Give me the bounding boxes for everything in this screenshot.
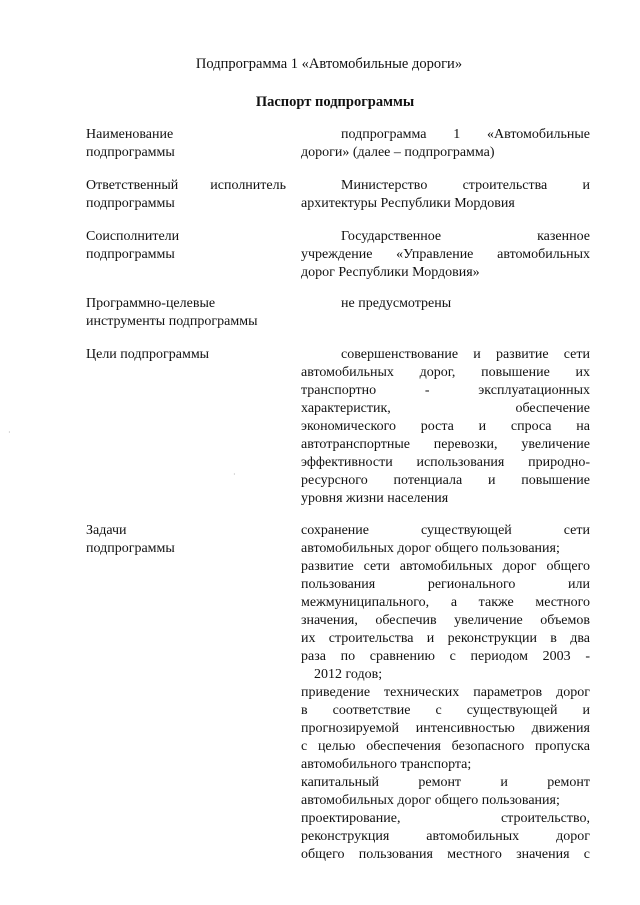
value-line: совершенствование и развитие сети <box>341 347 590 362</box>
label-line: подпрограммы <box>86 145 175 160</box>
label-line: Ответственный исполнитель <box>86 178 286 193</box>
value-line: не предусмотрены <box>341 296 452 311</box>
value-line: с целью обеспечения безопасного пропуска <box>301 739 590 754</box>
row-tasks-label <box>86 522 286 558</box>
label-line: Соисполнители <box>86 229 180 244</box>
value-line: Министерство строительства и <box>341 178 590 193</box>
row-tasks-value <box>301 522 590 864</box>
row-coexecutors-label <box>86 228 286 264</box>
value-line: автомобильного транспорта; <box>301 757 472 772</box>
value-line: дорог Республики Мордовия» <box>301 265 480 280</box>
value-line: проектирование, строительство, <box>301 811 590 826</box>
label-line: Цели подпрограммы <box>86 347 210 362</box>
value-line: пользования регионального или <box>301 577 590 592</box>
value-line: ресурсного потенциала и повышение <box>301 473 590 488</box>
row-goals-label <box>86 346 286 364</box>
value-line: характеристик, обеспечение <box>301 401 590 416</box>
row-name-value <box>301 126 590 162</box>
label-line: подпрограммы <box>86 541 175 556</box>
value-line: архитектуры Республики Мордовия <box>301 196 515 211</box>
value-line: раза по сравнению с периодом 2003 - <box>301 649 590 664</box>
label-line: Задачи <box>86 523 127 538</box>
row-instruments-value <box>301 295 590 313</box>
value-line: реконструкция автомобильных дорог <box>301 829 590 844</box>
value-line: автомобильных дорог общего пользования; <box>301 793 560 808</box>
value-line: 2012 годов; <box>314 667 383 682</box>
scan-speck: · <box>233 470 236 479</box>
label-line: Наименование <box>86 127 174 142</box>
row-instruments-label <box>86 295 286 331</box>
label-line: Программно-целевые <box>86 296 216 311</box>
value-line: учреждение «Управление автомобильных <box>301 247 590 262</box>
value-line: уровня жизни населения <box>301 491 449 506</box>
row-goals-value <box>301 346 590 508</box>
row-name-label <box>86 126 286 162</box>
value-line: сохранение существующей сети <box>301 523 590 538</box>
label-line: инструменты подпрограммы <box>86 314 258 329</box>
label-line: подпрограммы <box>86 247 175 262</box>
passport-heading: Паспорт подпрограммы <box>255 94 415 110</box>
row-responsible-label <box>86 177 286 213</box>
value-line: прогнозируемой интенсивностью движения <box>301 721 590 736</box>
value-line: капитальный ремонт и ремонт <box>301 775 590 790</box>
value-line: межмуниципального, а также местного <box>301 595 590 610</box>
value-line: автотранспортные перевозки, увеличение <box>301 437 590 452</box>
value-line: транспортно - эксплуатационных <box>301 383 590 398</box>
value-line: автомобильных дорог общего пользования; <box>301 541 560 556</box>
value-line: экономического роста и спроса на <box>301 419 590 434</box>
value-line: общего пользования местного значения с <box>301 847 590 862</box>
row-coexecutors-value <box>301 228 590 282</box>
value-line: дороги» (далее – подпрограмма) <box>301 145 495 160</box>
value-line: приведение технических параметров дорог <box>301 685 590 700</box>
label-line: подпрограммы <box>86 196 175 211</box>
value-line: подпрограмма 1 «Автомобильные <box>341 127 590 142</box>
value-line: Государственное казенное <box>341 229 590 244</box>
value-line: развитие сети автомобильных дорог общего <box>301 559 590 574</box>
value-line: эффективности использования природно- <box>301 455 590 470</box>
value-line: их строительства и реконструкции в два <box>301 631 590 646</box>
value-line: значения, обеспечив увеличение объемов <box>301 613 590 628</box>
document-title: Подпрограмма 1 «Автомобильные дороги» <box>195 56 463 72</box>
value-line: автомобильных дорог, повышение их <box>301 365 590 380</box>
scan-speck: · <box>8 428 11 437</box>
value-line: в соответствие с существующей и <box>301 703 590 718</box>
row-responsible-value <box>301 177 590 213</box>
